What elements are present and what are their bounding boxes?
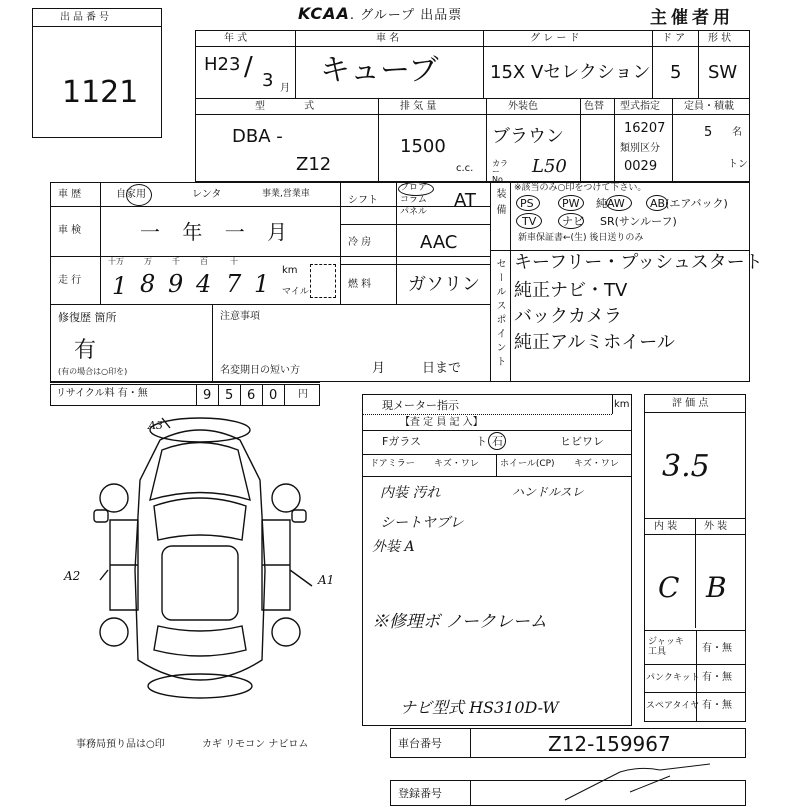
capacity: 5 bbox=[704, 125, 713, 140]
row-recycle bbox=[50, 382, 320, 383]
mileage-unit-2: 万 bbox=[144, 257, 152, 266]
shift-ac-divider bbox=[340, 224, 490, 225]
equip-ps: PS bbox=[520, 197, 534, 210]
a1-mark bbox=[290, 570, 312, 586]
year-month-unit: 月 bbox=[280, 83, 290, 94]
col-typedes bbox=[614, 98, 615, 182]
equip-pw: PW bbox=[562, 197, 580, 210]
mirror-bottom bbox=[362, 476, 632, 477]
model-prefix: DBA - bbox=[232, 126, 283, 147]
mirror-options: キズ・ワレ bbox=[434, 459, 479, 469]
recycle-digit-2: 5 bbox=[225, 388, 234, 403]
lot-number: 1121 bbox=[62, 75, 139, 110]
car-left-mirror bbox=[94, 510, 108, 522]
shift-value: AT bbox=[454, 190, 476, 211]
mileage-digit-5: 7 bbox=[226, 270, 242, 298]
displacement-label: 排 気 量 bbox=[400, 101, 437, 112]
interior-label: 内 装 bbox=[654, 521, 678, 532]
exterior-color-label: 外装色 bbox=[508, 101, 538, 112]
inspector-label: 【査 定 員 記 入】 bbox=[400, 417, 483, 428]
mileage-digit-1: 1 bbox=[112, 272, 128, 300]
recycle-sep-3 bbox=[240, 384, 241, 406]
recycle-sep-5 bbox=[284, 384, 285, 406]
office-items: カギ リモコン ナビロム bbox=[202, 739, 309, 750]
inspection-label: 車 検 bbox=[58, 225, 82, 236]
doors-label: ド ア bbox=[662, 33, 686, 44]
history-opt-private: 自家用 bbox=[116, 189, 146, 200]
glass-circle bbox=[488, 432, 506, 450]
mileage-digit-6: 1 bbox=[254, 270, 270, 298]
caution-month: 月 bbox=[372, 361, 386, 376]
row-sellpoints bbox=[490, 250, 750, 251]
ac-value: AAC bbox=[420, 232, 458, 253]
extras-line-1 bbox=[644, 664, 746, 665]
color-no: L50 bbox=[532, 156, 567, 177]
chassis-label: 車台番号 bbox=[398, 737, 442, 750]
car-rear-window bbox=[154, 626, 246, 656]
equipment-note: ※該当のみ○印をつけて下さい。 bbox=[514, 183, 647, 193]
shift-circle bbox=[398, 182, 434, 196]
doors: 5 bbox=[670, 62, 682, 83]
interior-grade: C bbox=[658, 571, 680, 604]
note-3: シートヤブレ bbox=[380, 515, 464, 531]
shift-opt-floor: フロア bbox=[400, 183, 428, 193]
mileage-unit-km: km bbox=[282, 265, 298, 276]
fuel-label: 燃 料 bbox=[348, 279, 372, 290]
history-opt-business: 事業,営業車 bbox=[262, 189, 310, 199]
mileage-digit-4: 4 bbox=[196, 270, 212, 298]
car-damage-diagram bbox=[50, 410, 350, 710]
mileage-unit-4: 百 bbox=[200, 257, 208, 266]
chassis-sep bbox=[470, 728, 471, 758]
shift-opt-panel: パネル bbox=[400, 207, 428, 217]
equip-ps-circle bbox=[516, 195, 540, 211]
col-model bbox=[378, 98, 379, 182]
col-repair bbox=[212, 304, 213, 382]
wheel-options: キズ・ワレ bbox=[574, 459, 619, 469]
mileage-unit-mile: マイル bbox=[282, 287, 309, 297]
col-equip-label bbox=[510, 182, 511, 382]
selling-points-label: セールスポイント bbox=[494, 258, 505, 370]
row2-header-line bbox=[195, 114, 750, 115]
recycle-sep-2 bbox=[218, 384, 219, 406]
grade: 15X Vセレクション bbox=[490, 62, 651, 83]
equip-tv: TV bbox=[522, 215, 537, 228]
mileage-unit-5: 十 bbox=[230, 257, 238, 266]
glass-label: Fガラス bbox=[382, 435, 421, 448]
year-era: H23 bbox=[204, 54, 241, 75]
car-front-hood bbox=[150, 443, 250, 501]
col-capacity bbox=[672, 98, 673, 182]
repair-label: 修復歴 箇所 bbox=[58, 311, 117, 324]
recycle-sep-4 bbox=[262, 384, 263, 406]
selling-point-3: バックカメラ bbox=[514, 306, 622, 327]
car-body-outline bbox=[135, 430, 265, 680]
brand-name: KCAA bbox=[298, 4, 350, 23]
recycle-label: リサイクル料 有・無 bbox=[56, 388, 148, 399]
shape: SW bbox=[708, 62, 738, 83]
capacity-unit: 名 bbox=[732, 127, 742, 138]
col-shift-label bbox=[396, 182, 397, 304]
equip-navi: ナビ bbox=[562, 215, 584, 228]
diagram-label-a3: A3 bbox=[148, 419, 163, 432]
row-mileage bbox=[50, 304, 490, 305]
note-6: ナビ型式 HS310D-W bbox=[400, 698, 559, 717]
shape-label: 形 状 bbox=[708, 33, 732, 44]
type-designation: 16207 bbox=[624, 121, 666, 136]
equip-pw-circle bbox=[558, 195, 584, 211]
chassis-value: Z12-159967 bbox=[548, 732, 671, 756]
capacity-label: 定員・積載 bbox=[684, 101, 734, 112]
color-change-label: 色替 bbox=[584, 101, 604, 112]
recycle-digit-3: 6 bbox=[247, 388, 256, 403]
glass-top bbox=[362, 430, 632, 431]
col-grade bbox=[652, 30, 653, 98]
mileage-digit-2: 8 bbox=[140, 270, 156, 298]
note-1: 内装 汚れ bbox=[380, 485, 441, 501]
row1-header-line bbox=[195, 46, 750, 47]
caution-expiry-label: 名変期日の短い方 bbox=[220, 365, 300, 376]
equip-aw-circle bbox=[606, 195, 632, 211]
col-doors bbox=[698, 30, 699, 98]
note-5: ※修理ボ ノークレーム bbox=[372, 612, 547, 632]
wheel-front-right bbox=[272, 484, 300, 512]
name-label: 車 名 bbox=[376, 33, 400, 44]
mileage-unit-1: 十万 bbox=[108, 257, 124, 266]
wheel-front-left bbox=[100, 484, 128, 512]
extras-line-2 bbox=[644, 692, 746, 693]
exterior-label: 外 装 bbox=[704, 521, 728, 532]
car-roof bbox=[162, 546, 238, 620]
organizer-label: 主催者用 bbox=[650, 8, 734, 28]
mirror-label: ドアミラー bbox=[370, 459, 415, 469]
lot-box bbox=[32, 8, 162, 138]
diagram-label-a2: A2 bbox=[64, 569, 81, 583]
recycle-sep-1 bbox=[196, 384, 197, 406]
year-label: 年 式 bbox=[224, 33, 248, 44]
extra-jack-value: 有・無 bbox=[702, 643, 732, 654]
meter-unit: km bbox=[614, 399, 630, 410]
lot-divider bbox=[32, 26, 162, 27]
wheel-rear-left bbox=[100, 618, 128, 646]
note-4: 外装 A bbox=[372, 539, 415, 555]
inspection-value: 一 年 一 月 bbox=[140, 220, 296, 244]
history-opt-rental: レンタ bbox=[192, 189, 222, 200]
meter-sep bbox=[612, 394, 613, 414]
recycle-digit-1: 9 bbox=[203, 388, 212, 403]
load-unit: トン bbox=[728, 159, 748, 170]
a3-mark bbox=[162, 418, 170, 428]
color-no-label: カラー No. bbox=[492, 159, 508, 184]
category-label: 類別区分 bbox=[620, 143, 660, 154]
diagram-label-a1: A1 bbox=[318, 573, 335, 587]
registration-sep bbox=[470, 780, 471, 806]
car-rear-bumper bbox=[148, 674, 252, 698]
extras-top bbox=[644, 630, 746, 631]
car-windshield bbox=[154, 498, 246, 540]
col-name bbox=[483, 30, 484, 98]
repair-note: (有の場合は○印を) bbox=[58, 367, 128, 376]
history-circle bbox=[126, 184, 152, 206]
equip-aw: 純AW bbox=[596, 197, 625, 210]
extra-puncture-label: パンクキット bbox=[646, 673, 700, 683]
extra-spare-value: 有・無 bbox=[702, 700, 732, 711]
selling-point-2: 純正ナビ・TV bbox=[514, 280, 628, 301]
col-left-labels bbox=[100, 182, 101, 304]
equip-ab: AB(エアバック) bbox=[650, 197, 728, 210]
selling-point-1: キーフリー・プッシュスタート bbox=[514, 252, 763, 273]
score-label-line bbox=[644, 412, 746, 413]
a2-mark bbox=[100, 570, 108, 580]
col-equip bbox=[490, 182, 491, 382]
equip-warranty: 新車保証書←(生) 後日送りのみ bbox=[518, 233, 644, 243]
equip-tv-circle bbox=[516, 213, 542, 229]
col-disp bbox=[486, 98, 487, 182]
score-value: 3.5 bbox=[662, 449, 710, 484]
equip-navi-circle bbox=[558, 213, 584, 229]
mirror-sep bbox=[496, 454, 497, 476]
equipment-label: 装備 bbox=[494, 188, 505, 220]
brand-suffix: . グループ 出品票 bbox=[349, 8, 463, 23]
mileage-digit-3: 9 bbox=[168, 270, 184, 298]
fuel-value: ガソリン bbox=[408, 274, 480, 295]
caution-day: 日まで bbox=[422, 361, 462, 376]
year-month: 3 bbox=[262, 70, 274, 91]
exterior-grade: B bbox=[706, 571, 727, 604]
mileage-unit-3: 千 bbox=[172, 257, 180, 266]
glass-crack: ヒビワレ bbox=[560, 435, 604, 448]
glass-options: ト bbox=[476, 435, 487, 448]
vehicle-name: キューブ bbox=[320, 53, 439, 88]
category: 0029 bbox=[624, 159, 658, 174]
history-label: 車 歴 bbox=[58, 189, 82, 200]
ac-fuel-divider bbox=[340, 264, 490, 265]
meter-line bbox=[362, 414, 612, 415]
wheel-label: ホイール(CP) bbox=[500, 459, 555, 469]
exterior-color: ブラウン bbox=[492, 126, 564, 147]
caution-label: 注意事項 bbox=[220, 311, 260, 322]
row1-bottom-line bbox=[195, 98, 750, 99]
year-slash: / bbox=[244, 52, 253, 82]
extra-puncture-value: 有・無 bbox=[702, 672, 732, 683]
glass-circled: 石 bbox=[492, 435, 503, 448]
glass-bottom bbox=[362, 454, 632, 455]
shift-label: シフト bbox=[348, 195, 378, 206]
wheel-rear-right bbox=[272, 618, 300, 646]
lot-label: 出品番号 bbox=[60, 12, 112, 23]
interior-sep bbox=[695, 518, 696, 628]
col-year bbox=[295, 30, 296, 98]
brand-logo bbox=[298, 6, 462, 22]
shift-opt-column: コラム bbox=[400, 195, 427, 205]
selling-point-4: 純正アルミホイール bbox=[514, 332, 675, 353]
grade-label: グ レ ー ド bbox=[530, 33, 580, 44]
displacement: 1500 bbox=[400, 136, 446, 157]
registration-scribble bbox=[560, 762, 720, 802]
cc-unit: c.c. bbox=[456, 163, 474, 174]
col-color bbox=[580, 98, 581, 182]
mileage-checkbox bbox=[310, 264, 336, 298]
car-right-mirror bbox=[292, 510, 306, 522]
score-label: 評 価 点 bbox=[672, 398, 709, 409]
note-2: ハンドルスレ bbox=[512, 485, 584, 499]
mileage-label: 走 行 bbox=[58, 275, 82, 286]
col-shift bbox=[340, 182, 341, 304]
office-items-label: 事務局預り品は○印 bbox=[76, 739, 165, 750]
extra-jack-label: ジャッキ工具 bbox=[648, 637, 684, 657]
equip-sr: SR(サンルーフ) bbox=[600, 215, 677, 228]
ac-label: 冷 房 bbox=[348, 237, 372, 248]
recycle-digit-4: 0 bbox=[269, 388, 278, 403]
recycle-unit: 円 bbox=[298, 389, 308, 400]
extra-spare-label: スペアタイヤ bbox=[646, 701, 700, 711]
registration-label: 登録番号 bbox=[398, 787, 442, 800]
repair-value: 有 bbox=[74, 338, 97, 363]
meter-label: 現メーター指示 bbox=[382, 399, 459, 412]
model: Z12 bbox=[296, 154, 332, 175]
equip-ab-circle bbox=[646, 195, 668, 211]
model-label: 型 式 bbox=[255, 101, 333, 112]
type-designation-label: 型式指定 bbox=[620, 101, 660, 112]
